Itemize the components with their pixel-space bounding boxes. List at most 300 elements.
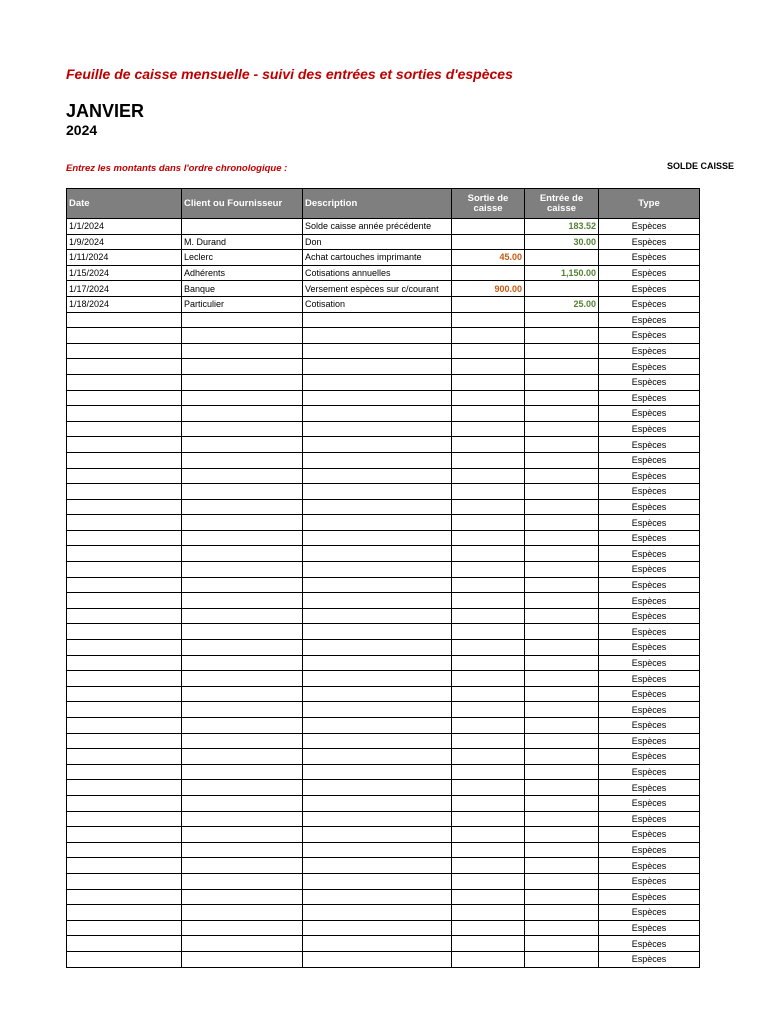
cell-description[interactable] bbox=[303, 515, 452, 531]
cell-client[interactable] bbox=[182, 562, 303, 578]
cell-date[interactable] bbox=[67, 562, 182, 578]
cell-entree[interactable] bbox=[525, 702, 599, 718]
cell-client[interactable] bbox=[182, 374, 303, 390]
cell-sortie[interactable] bbox=[452, 640, 525, 656]
cell-sortie[interactable] bbox=[452, 608, 525, 624]
cell-entree[interactable]: 30.00 bbox=[525, 234, 599, 250]
cell-sortie[interactable] bbox=[452, 312, 525, 328]
cell-description[interactable] bbox=[303, 328, 452, 344]
cell-date[interactable] bbox=[67, 390, 182, 406]
cell-type[interactable]: Espèces bbox=[599, 811, 700, 827]
cell-type[interactable]: Espèces bbox=[599, 686, 700, 702]
cell-client[interactable] bbox=[182, 390, 303, 406]
cell-date[interactable] bbox=[67, 624, 182, 640]
cell-client[interactable] bbox=[182, 452, 303, 468]
cell-sortie[interactable]: 45.00 bbox=[452, 250, 525, 266]
cell-sortie[interactable] bbox=[452, 889, 525, 905]
table-row bbox=[67, 749, 700, 765]
cell-type[interactable]: Espèces bbox=[599, 530, 700, 546]
cell-date[interactable] bbox=[67, 733, 182, 749]
cell-client[interactable] bbox=[182, 437, 303, 453]
cell-entree[interactable] bbox=[525, 530, 599, 546]
cell-client[interactable]: M. Durand bbox=[182, 234, 303, 250]
cell-type[interactable]: Espèces bbox=[599, 640, 700, 656]
cell-type[interactable]: Espèces bbox=[599, 390, 700, 406]
cell-sortie[interactable] bbox=[452, 406, 525, 422]
cell-description[interactable] bbox=[303, 780, 452, 796]
cell-date[interactable] bbox=[67, 499, 182, 515]
cell-type[interactable]: Espèces bbox=[599, 624, 700, 640]
cell-description[interactable] bbox=[303, 421, 452, 437]
cell-date[interactable] bbox=[67, 780, 182, 796]
cell-client[interactable] bbox=[182, 671, 303, 687]
cell-description[interactable] bbox=[303, 827, 452, 843]
cell-date[interactable] bbox=[67, 530, 182, 546]
cell-date[interactable] bbox=[67, 421, 182, 437]
cell-sortie[interactable] bbox=[452, 421, 525, 437]
cell-description[interactable] bbox=[303, 452, 452, 468]
cell-description[interactable] bbox=[303, 764, 452, 780]
cell-type[interactable]: Espèces bbox=[599, 593, 700, 609]
cell-sortie[interactable] bbox=[452, 546, 525, 562]
cell-date[interactable] bbox=[67, 905, 182, 921]
cell-date[interactable] bbox=[67, 718, 182, 734]
cell-type[interactable]: Espèces bbox=[599, 827, 700, 843]
cell-sortie[interactable] bbox=[452, 671, 525, 687]
cell-date[interactable] bbox=[67, 515, 182, 531]
cell-sortie[interactable] bbox=[452, 873, 525, 889]
cell-client[interactable] bbox=[182, 889, 303, 905]
cell-entree[interactable] bbox=[525, 764, 599, 780]
cell-entree[interactable] bbox=[525, 624, 599, 640]
cell-type[interactable]: Espèces bbox=[599, 359, 700, 375]
cell-description[interactable] bbox=[303, 406, 452, 422]
cell-date[interactable] bbox=[67, 546, 182, 562]
cell-sortie[interactable] bbox=[452, 733, 525, 749]
cell-description[interactable]: Cotisations annuelles bbox=[303, 265, 452, 281]
cell-entree[interactable] bbox=[525, 671, 599, 687]
cell-entree[interactable] bbox=[525, 468, 599, 484]
table-row bbox=[67, 219, 700, 235]
cell-type[interactable]: Espèces bbox=[599, 343, 700, 359]
cell-client[interactable] bbox=[182, 484, 303, 500]
cell-type[interactable]: Espèces bbox=[599, 437, 700, 453]
cell-entree[interactable] bbox=[525, 608, 599, 624]
cell-date[interactable] bbox=[67, 686, 182, 702]
cell-type[interactable]: Espèces bbox=[599, 749, 700, 765]
cell-client[interactable] bbox=[182, 920, 303, 936]
cell-description[interactable] bbox=[303, 951, 452, 967]
cell-date[interactable] bbox=[67, 936, 182, 952]
cell-description[interactable] bbox=[303, 795, 452, 811]
cell-description[interactable]: Cotisation bbox=[303, 296, 452, 312]
cell-sortie[interactable] bbox=[452, 515, 525, 531]
cell-description[interactable] bbox=[303, 936, 452, 952]
cell-entree[interactable] bbox=[525, 452, 599, 468]
cell-entree[interactable] bbox=[525, 686, 599, 702]
cell-type[interactable]: Espèces bbox=[599, 577, 700, 593]
cell-description[interactable] bbox=[303, 577, 452, 593]
cell-description[interactable] bbox=[303, 671, 452, 687]
cell-sortie[interactable] bbox=[452, 686, 525, 702]
cell-entree[interactable] bbox=[525, 484, 599, 500]
cell-entree[interactable] bbox=[525, 593, 599, 609]
cell-description[interactable] bbox=[303, 624, 452, 640]
cell-type[interactable]: Espèces bbox=[599, 265, 700, 281]
cell-description[interactable] bbox=[303, 608, 452, 624]
ledger-body bbox=[67, 219, 700, 968]
cell-client[interactable] bbox=[182, 515, 303, 531]
cell-entree[interactable] bbox=[525, 827, 599, 843]
cell-sortie[interactable] bbox=[452, 484, 525, 500]
cell-date[interactable]: 1/11/2024 bbox=[67, 250, 182, 266]
cell-entree[interactable] bbox=[525, 780, 599, 796]
cell-entree[interactable] bbox=[525, 951, 599, 967]
cell-type[interactable]: Espèces bbox=[599, 499, 700, 515]
cell-type[interactable]: Espèces bbox=[599, 655, 700, 671]
cell-sortie[interactable] bbox=[452, 702, 525, 718]
col-header-type: Type bbox=[599, 189, 700, 219]
cell-date[interactable]: 1/15/2024 bbox=[67, 265, 182, 281]
cell-entree[interactable] bbox=[525, 858, 599, 874]
cell-sortie[interactable] bbox=[452, 234, 525, 250]
cell-description[interactable] bbox=[303, 905, 452, 921]
cell-client[interactable] bbox=[182, 858, 303, 874]
cell-sortie[interactable] bbox=[452, 328, 525, 344]
cell-date[interactable] bbox=[67, 811, 182, 827]
cell-date[interactable] bbox=[67, 608, 182, 624]
cell-entree[interactable] bbox=[525, 328, 599, 344]
cell-type[interactable]: Espèces bbox=[599, 312, 700, 328]
cell-date[interactable] bbox=[67, 484, 182, 500]
cell-sortie[interactable] bbox=[452, 577, 525, 593]
cell-entree[interactable] bbox=[525, 250, 599, 266]
cell-sortie[interactable] bbox=[452, 374, 525, 390]
cell-client[interactable]: Adhérents bbox=[182, 265, 303, 281]
cell-date[interactable] bbox=[67, 406, 182, 422]
cell-entree[interactable] bbox=[525, 421, 599, 437]
cell-description[interactable] bbox=[303, 499, 452, 515]
cell-sortie[interactable] bbox=[452, 593, 525, 609]
cell-description[interactable] bbox=[303, 655, 452, 671]
cell-entree[interactable] bbox=[525, 795, 599, 811]
cell-entree[interactable] bbox=[525, 655, 599, 671]
cell-description[interactable] bbox=[303, 562, 452, 578]
cell-sortie[interactable] bbox=[452, 437, 525, 453]
cell-sortie[interactable] bbox=[452, 655, 525, 671]
cell-client[interactable] bbox=[182, 406, 303, 422]
cell-client[interactable] bbox=[182, 530, 303, 546]
table-row bbox=[67, 452, 700, 468]
cell-sortie[interactable] bbox=[452, 858, 525, 874]
table-row bbox=[67, 827, 700, 843]
cell-sortie[interactable] bbox=[452, 811, 525, 827]
cell-entree[interactable] bbox=[525, 749, 599, 765]
cell-description[interactable] bbox=[303, 437, 452, 453]
cell-description[interactable]: Versement espèces sur c/courant bbox=[303, 281, 452, 297]
cell-date[interactable] bbox=[67, 468, 182, 484]
cell-client[interactable] bbox=[182, 718, 303, 734]
cell-description[interactable] bbox=[303, 749, 452, 765]
cell-type[interactable]: Espèces bbox=[599, 671, 700, 687]
cell-type[interactable]: Espèces bbox=[599, 795, 700, 811]
cell-client[interactable] bbox=[182, 905, 303, 921]
cell-date[interactable] bbox=[67, 889, 182, 905]
cell-date[interactable]: 1/18/2024 bbox=[67, 296, 182, 312]
cell-sortie[interactable]: 900.00 bbox=[452, 281, 525, 297]
cell-entree[interactable] bbox=[525, 936, 599, 952]
cell-type[interactable]: Espèces bbox=[599, 733, 700, 749]
cell-date[interactable] bbox=[67, 920, 182, 936]
cell-entree[interactable] bbox=[525, 515, 599, 531]
cell-description[interactable] bbox=[303, 343, 452, 359]
cell-sortie[interactable] bbox=[452, 842, 525, 858]
cell-sortie[interactable] bbox=[452, 780, 525, 796]
cell-date[interactable] bbox=[67, 671, 182, 687]
table-row bbox=[67, 530, 700, 546]
cell-client[interactable] bbox=[182, 702, 303, 718]
cell-date[interactable] bbox=[67, 842, 182, 858]
cell-entree[interactable] bbox=[525, 718, 599, 734]
cell-client[interactable] bbox=[182, 951, 303, 967]
cell-entree[interactable] bbox=[525, 359, 599, 375]
table-row bbox=[67, 421, 700, 437]
cell-sortie[interactable] bbox=[452, 795, 525, 811]
table-row bbox=[67, 671, 700, 687]
cell-client[interactable] bbox=[182, 577, 303, 593]
cell-date[interactable] bbox=[67, 749, 182, 765]
table-row bbox=[67, 733, 700, 749]
cell-sortie[interactable] bbox=[452, 265, 525, 281]
cell-description[interactable]: Don bbox=[303, 234, 452, 250]
cell-description[interactable] bbox=[303, 484, 452, 500]
cell-client[interactable] bbox=[182, 936, 303, 952]
cell-sortie[interactable] bbox=[452, 951, 525, 967]
cell-type[interactable]: Espèces bbox=[599, 562, 700, 578]
cell-date[interactable] bbox=[67, 873, 182, 889]
cell-date[interactable] bbox=[67, 795, 182, 811]
cell-client[interactable] bbox=[182, 219, 303, 235]
cell-type[interactable]: Espèces bbox=[599, 702, 700, 718]
cell-sortie[interactable] bbox=[452, 530, 525, 546]
cell-client[interactable] bbox=[182, 873, 303, 889]
cell-type[interactable]: Espèces bbox=[599, 842, 700, 858]
cell-type[interactable]: Espèces bbox=[599, 873, 700, 889]
cell-entree[interactable] bbox=[525, 437, 599, 453]
cell-client[interactable] bbox=[182, 795, 303, 811]
cell-date[interactable] bbox=[67, 437, 182, 453]
cell-type[interactable]: Espèces bbox=[599, 905, 700, 921]
cell-type[interactable]: Espèces bbox=[599, 608, 700, 624]
cell-type[interactable]: Espèces bbox=[599, 484, 700, 500]
cell-sortie[interactable] bbox=[452, 359, 525, 375]
cell-type[interactable]: Espèces bbox=[599, 936, 700, 952]
cell-type[interactable]: Espèces bbox=[599, 951, 700, 967]
cell-client[interactable] bbox=[182, 421, 303, 437]
cell-client[interactable] bbox=[182, 359, 303, 375]
cell-entree[interactable] bbox=[525, 733, 599, 749]
cell-type[interactable]: Espèces bbox=[599, 515, 700, 531]
cell-description[interactable]: Achat cartouches imprimante bbox=[303, 250, 452, 266]
cell-entree[interactable] bbox=[525, 811, 599, 827]
cell-type[interactable]: Espèces bbox=[599, 468, 700, 484]
table-row bbox=[67, 281, 700, 297]
cell-client[interactable] bbox=[182, 640, 303, 656]
cell-entree[interactable] bbox=[525, 842, 599, 858]
cell-client[interactable]: Banque bbox=[182, 281, 303, 297]
cell-type[interactable]: Espèces bbox=[599, 546, 700, 562]
cell-date[interactable] bbox=[67, 343, 182, 359]
cell-entree[interactable] bbox=[525, 312, 599, 328]
cell-date[interactable] bbox=[67, 328, 182, 344]
cell-type[interactable]: Espèces bbox=[599, 219, 700, 235]
cell-entree[interactable] bbox=[525, 499, 599, 515]
cell-description[interactable]: Solde caisse année précédente bbox=[303, 219, 452, 235]
cell-description[interactable] bbox=[303, 312, 452, 328]
cell-description[interactable] bbox=[303, 686, 452, 702]
cell-description[interactable] bbox=[303, 359, 452, 375]
cell-sortie[interactable] bbox=[452, 562, 525, 578]
cell-entree[interactable]: 25.00 bbox=[525, 296, 599, 312]
cell-sortie[interactable] bbox=[452, 296, 525, 312]
cell-client[interactable] bbox=[182, 811, 303, 827]
cell-date[interactable] bbox=[67, 764, 182, 780]
cell-client[interactable] bbox=[182, 780, 303, 796]
cell-sortie[interactable] bbox=[452, 764, 525, 780]
cell-sortie[interactable] bbox=[452, 499, 525, 515]
cell-date[interactable] bbox=[67, 655, 182, 671]
cell-client[interactable] bbox=[182, 827, 303, 843]
cell-date[interactable] bbox=[67, 702, 182, 718]
cell-description[interactable] bbox=[303, 889, 452, 905]
cell-description[interactable] bbox=[303, 718, 452, 734]
cell-type[interactable]: Espèces bbox=[599, 764, 700, 780]
cell-client[interactable] bbox=[182, 655, 303, 671]
cell-client[interactable] bbox=[182, 686, 303, 702]
cell-client[interactable] bbox=[182, 842, 303, 858]
cell-entree[interactable] bbox=[525, 889, 599, 905]
cell-entree[interactable] bbox=[525, 546, 599, 562]
cell-entree[interactable] bbox=[525, 343, 599, 359]
cell-date[interactable] bbox=[67, 951, 182, 967]
cell-date[interactable] bbox=[67, 452, 182, 468]
cell-type[interactable]: Espèces bbox=[599, 920, 700, 936]
cell-sortie[interactable] bbox=[452, 936, 525, 952]
cell-description[interactable] bbox=[303, 873, 452, 889]
cell-entree[interactable] bbox=[525, 374, 599, 390]
cell-type[interactable]: Espèces bbox=[599, 889, 700, 905]
cell-entree[interactable]: 183.52 bbox=[525, 219, 599, 235]
cell-type[interactable]: Espèces bbox=[599, 421, 700, 437]
cell-sortie[interactable] bbox=[452, 827, 525, 843]
cell-sortie[interactable] bbox=[452, 920, 525, 936]
cell-date[interactable]: 1/9/2024 bbox=[67, 234, 182, 250]
cell-entree[interactable] bbox=[525, 562, 599, 578]
cell-description[interactable] bbox=[303, 546, 452, 562]
table-row bbox=[67, 640, 700, 656]
cell-type[interactable]: Espèces bbox=[599, 452, 700, 468]
cell-description[interactable] bbox=[303, 530, 452, 546]
cell-type[interactable]: Espèces bbox=[599, 374, 700, 390]
cell-client[interactable]: Particulier bbox=[182, 296, 303, 312]
cell-date[interactable] bbox=[67, 374, 182, 390]
cell-sortie[interactable] bbox=[452, 343, 525, 359]
cell-date[interactable] bbox=[67, 577, 182, 593]
cell-client[interactable] bbox=[182, 764, 303, 780]
cell-client[interactable] bbox=[182, 546, 303, 562]
cell-client[interactable] bbox=[182, 749, 303, 765]
cell-type[interactable]: Espèces bbox=[599, 234, 700, 250]
cell-description[interactable] bbox=[303, 374, 452, 390]
cell-date[interactable] bbox=[67, 858, 182, 874]
cell-client[interactable] bbox=[182, 499, 303, 515]
cell-description[interactable] bbox=[303, 733, 452, 749]
cell-date[interactable] bbox=[67, 359, 182, 375]
cell-type[interactable]: Espèces bbox=[599, 406, 700, 422]
cell-description[interactable] bbox=[303, 811, 452, 827]
cell-description[interactable] bbox=[303, 702, 452, 718]
cell-type[interactable]: Espèces bbox=[599, 718, 700, 734]
cell-sortie[interactable] bbox=[452, 905, 525, 921]
cell-client[interactable] bbox=[182, 468, 303, 484]
cell-sortie[interactable] bbox=[452, 749, 525, 765]
cell-date[interactable] bbox=[67, 827, 182, 843]
cell-client[interactable] bbox=[182, 733, 303, 749]
cell-entree[interactable] bbox=[525, 390, 599, 406]
cell-description[interactable] bbox=[303, 390, 452, 406]
cell-date[interactable] bbox=[67, 640, 182, 656]
cell-sortie[interactable] bbox=[452, 219, 525, 235]
cell-entree[interactable] bbox=[525, 920, 599, 936]
cell-description[interactable] bbox=[303, 593, 452, 609]
cell-type[interactable]: Espèces bbox=[599, 328, 700, 344]
cell-description[interactable] bbox=[303, 468, 452, 484]
cell-client[interactable] bbox=[182, 624, 303, 640]
cell-type[interactable]: Espèces bbox=[599, 858, 700, 874]
cell-description[interactable] bbox=[303, 920, 452, 936]
cell-date[interactable] bbox=[67, 312, 182, 328]
cell-description[interactable] bbox=[303, 858, 452, 874]
cell-date[interactable] bbox=[67, 593, 182, 609]
cell-client[interactable] bbox=[182, 328, 303, 344]
cell-client[interactable]: Leclerc bbox=[182, 250, 303, 266]
cell-client[interactable] bbox=[182, 593, 303, 609]
cell-type[interactable]: Espèces bbox=[599, 296, 700, 312]
cell-entree[interactable]: 1,150.00 bbox=[525, 265, 599, 281]
cell-description[interactable] bbox=[303, 640, 452, 656]
cell-entree[interactable] bbox=[525, 640, 599, 656]
cell-date[interactable]: 1/1/2024 bbox=[67, 219, 182, 235]
cell-entree[interactable] bbox=[525, 577, 599, 593]
cell-sortie[interactable] bbox=[452, 390, 525, 406]
cell-client[interactable] bbox=[182, 312, 303, 328]
cell-type[interactable]: Espèces bbox=[599, 780, 700, 796]
cell-description[interactable] bbox=[303, 842, 452, 858]
cell-entree[interactable] bbox=[525, 905, 599, 921]
cell-entree[interactable] bbox=[525, 281, 599, 297]
cell-entree[interactable] bbox=[525, 406, 599, 422]
cell-type[interactable]: Espèces bbox=[599, 250, 700, 266]
cell-type[interactable]: Espèces bbox=[599, 281, 700, 297]
cell-sortie[interactable] bbox=[452, 468, 525, 484]
cell-entree[interactable] bbox=[525, 873, 599, 889]
cell-sortie[interactable] bbox=[452, 624, 525, 640]
cell-sortie[interactable] bbox=[452, 718, 525, 734]
cell-client[interactable] bbox=[182, 608, 303, 624]
cell-client[interactable] bbox=[182, 343, 303, 359]
cell-date[interactable]: 1/17/2024 bbox=[67, 281, 182, 297]
cell-sortie[interactable] bbox=[452, 452, 525, 468]
